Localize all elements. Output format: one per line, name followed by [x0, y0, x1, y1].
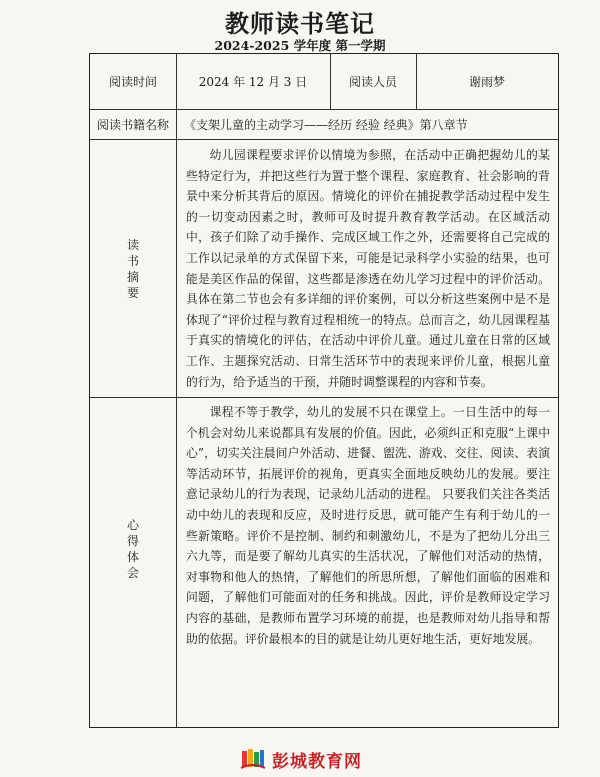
summary-text: 幼儿园课程要求评价以情境为参照，在活动中正确把握幼儿的某些特定行为，并把这些行为置于整个课程、家庭教育、社会影响的背景中来分析其背后的原因。情境化的评价在捕捉教学活动过程中发生的一切变动因素之时，教师可及时提升教育教学活动。在区域活动中，孩子们除了动手操作、完成区域工作之外，还需要将自己完成的工作以记录单的方式保留下来，可能是记录科学小实验的结果，也可能是美区作品的保留，这些都是渗透在幼儿学习过程中的评价活动。具体在第二节也会有多详细的评价案例，可以分析这些案例中是不是体现了“评价过程与教育过程相统一的特点。总而言之，幼儿园课程基于真实的情境化的评估，在活动中评价儿童。通过儿童在日常的区域工作、主题探究活动、日常生活环节中的表现来评价儿童，根据儿童的行为，给予适当的干预，并随时调整课程的内容和节奏。 [186, 148, 550, 389]
footer-watermark [240, 746, 362, 772]
page-title: 教师读书笔记 [225, 9, 375, 38]
reader-label: 阅读人员 [348, 75, 397, 89]
summary-label-char: 摘 [126, 270, 139, 284]
row-divider [90, 397, 558, 398]
reflection-label-char: 心 [126, 518, 139, 532]
reflection-label-char: 会 [126, 566, 139, 580]
brand-logo-text: 彭城教育网 [272, 751, 362, 772]
reader-value: 谢雨梦 [468, 75, 505, 89]
reflection-label-char: 得 [126, 534, 139, 548]
book-logo-icon [240, 747, 266, 771]
summary-label-char: 要 [126, 286, 139, 300]
reflection-text: 课程不等于教学，幼儿的发展不只在课堂上。一日生活中的每一个机会对幼儿来说都具有发展的价值。因此，必须纠正和克服“上课中心”，切实关注晨间户外活动、进餐、盥洗、游戏、交往、阅读、表演等活动环节，拓展评价的视角，更真实全面地反映幼儿的发展。要注意记录幼儿的行为表现，记录幼儿活动的进程。 只要我们关注各类活动中幼儿的表现和反应，及时进行反思，就可能产生有利于幼儿的一些新策略。评价不是控制、制约和刺激幼儿，不是为了把幼儿分出三六九等，而是要了解幼儿真实的生活状况，了解他们对活动的热情，对事物和他人的热情，了解他们的所思所想，了解他们面临的困难和问题，了解他们可能面对的任务和挑战。因此，评价是教师设定学习内容的基础，是教师布置学习环境的前提，也是教师对幼儿指导和帮助的依据。评价最根本的目的就是让幼儿更好地生活，更好地发展。 [186, 405, 550, 646]
summary-label-char: 书 [126, 254, 139, 268]
term-subtitle: 2024-2025 学年度 第一学期 [214, 38, 386, 53]
summary-label [90, 237, 176, 301]
reflection-label [90, 517, 176, 581]
reflection-label-char: 体 [126, 550, 139, 564]
date-value: 2024 年 12 月 3 日 [198, 75, 308, 89]
date-label: 阅读时间 [108, 75, 157, 89]
summary-label-char: 读 [126, 238, 139, 252]
book-value: 《支架儿童的主动学习——经历 经验 经典》第八章节 [184, 117, 468, 132]
row-divider [90, 139, 558, 140]
reading-note-table [89, 53, 559, 728]
book-label: 阅读书籍名称 [96, 117, 169, 132]
